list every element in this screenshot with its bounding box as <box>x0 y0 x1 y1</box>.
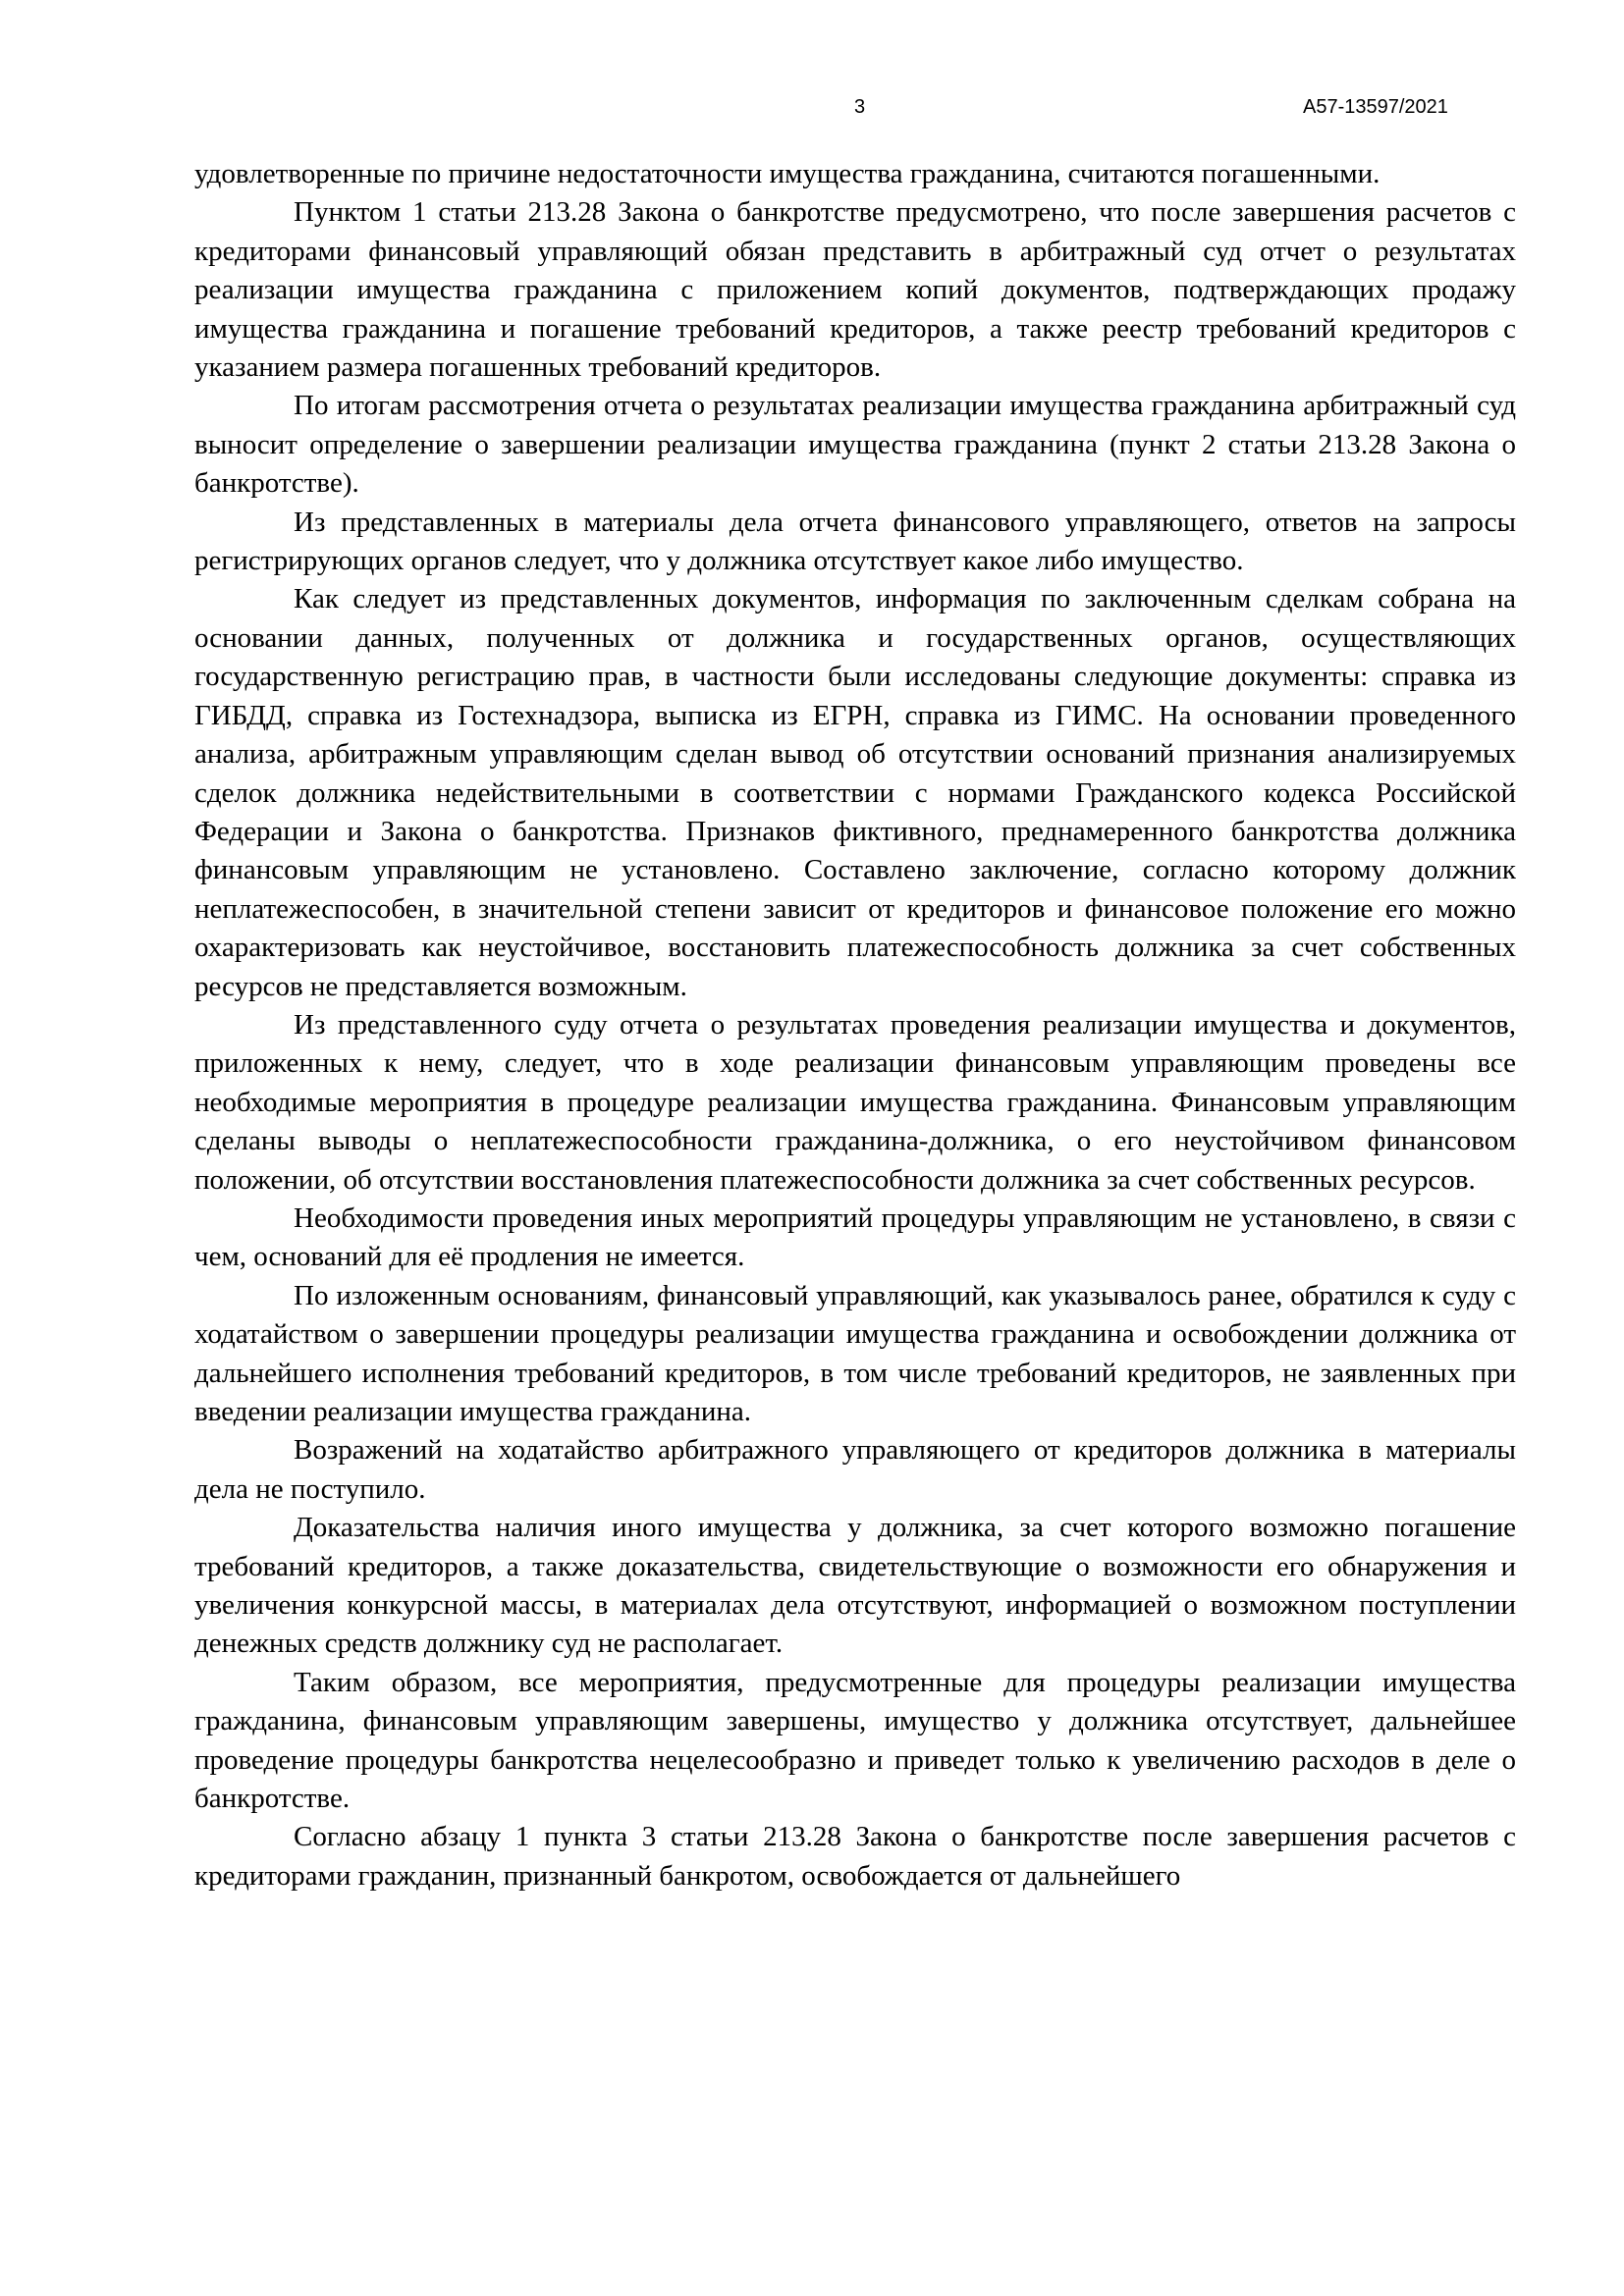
paragraph-11: Таким образом, все мероприятия, предусмотренные для процедуры реализации имущества гражданина, финансовым управляющим завершены, имущество у должника отсутствует, дальнейшее проведение процедуры банкротства нецелесообразно и приведет только к увеличению расходов в деле о банкротстве. <box>194 1666 1516 1815</box>
paragraph-5: Как следует из представленных документов, информация по заключенным сделкам собрана на основании данных, полученных от должника и государственных органов, осуществляющих государственную регистрацию прав, в частности были исследованы следующие документы: справка из ГИБДД, справка из Гостехнадзора, выписка из ЕГРН, справка из ГИМС. На основании проведенного анализа, арбитражным управляющим сделан вывод об отсутствии оснований признания анализируемых сделок должника недействительными в соответствии с нормами Гражданского кодекса Российской Федерации и Закона о банкротства. Признаков фиктивного, преднамеренного банкротства должника финансовым управляющим не установлено. Составлено заключение, согласно которому должник неплатежеспособен, в значительной степени зависит от кредиторов и финансовое положение его можно охарактеризовать как неустойчивое, восстановить платежеспособность должника за счет собственных ресурсов не представляется возможным. <box>194 583 1516 1002</box>
paragraph-1: удовлетворенные по причине недостаточности имущества гражданина, считаются погашенными. <box>194 158 1380 189</box>
paragraph-3: По итогам рассмотрения отчета о результатах реализации имущества гражданина арбитражный суд выносит определение о завершении реализации имущества гражданина (пункт 2 статьи 213.28 Закона о банкротстве). <box>194 390 1516 500</box>
document-body <box>194 155 1516 1896</box>
paragraph-2: Пунктом 1 статьи 213.28 Закона о банкротстве предусмотрено, что после завершения расчетов с кредиторами финансовый управляющий обязан представить в арбитражный суд отчет о результатах реализации имущества гражданина с приложением копий документов, подтверждающих продажу имущества гражданина и погашение требований кредиторов, а также реестр требований кредиторов с указанием размера погашенных требований кредиторов. <box>194 196 1516 384</box>
paragraph-9: Возражений на ходатайство арбитражного управляющего от кредиторов должника в материалы дела не поступило. <box>194 1434 1516 1505</box>
paragraph-6: Из представленного суду отчета о результатах проведения реализации имущества и документов, приложенных к нему, следует, что в ходе реализации финансовым управляющим проведены все необходимые мероприятия в процедуре реализации имущества гражданина. Финансовым управляющим сделаны выводы о неплатежеспособности гражданина-должника, о его неустойчивом финансовом положении, об отсутствии восстановления платежеспособности должника за счет собственных ресурсов. <box>194 1008 1516 1196</box>
page-number: 3 <box>854 96 866 118</box>
paragraph-4: Из представленных в материалы дела отчета финансового управляющего, ответов на запросы регистрирующих органов следует, что у должника отсутствует какое либо имущество. <box>194 506 1516 577</box>
paragraph-8: По изложенным основаниям, финансовый управляющий, как указывалось ранее, обратился к суду с ходатайством о завершении процедуры реализации имущества гражданина и освобождении должника от дальнейшего исполнения требований кредиторов, в том числе требований кредиторов, не заявленных при введении реализации имущества гражданина. <box>194 1279 1516 1427</box>
paragraph-7: Необходимости проведения иных мероприятий процедуры управляющим не установлено, в связи с чем, оснований для её продления не имеется. <box>194 1201 1516 1273</box>
paragraph-10: Доказательства наличия иного имущества у должника, за счет которого возможно погашение требований кредиторов, а также доказательства, свидетельствующие о возможности его обнаружения и увеличения конкурсной массы, в материалах дела отсутствуют, информацией о возможном поступлении денежных средств должнику суд не располагает. <box>194 1512 1516 1660</box>
case-number: А57-13597/2021 <box>1303 96 1448 118</box>
paragraph-12: Согласно абзацу 1 пункта 3 статьи 213.28 Закона о банкротстве после завершения расчетов с кредиторами гражданин, признанный банкротом, освобождается от дальнейшего <box>194 1821 1516 1892</box>
page-header <box>0 96 1624 126</box>
